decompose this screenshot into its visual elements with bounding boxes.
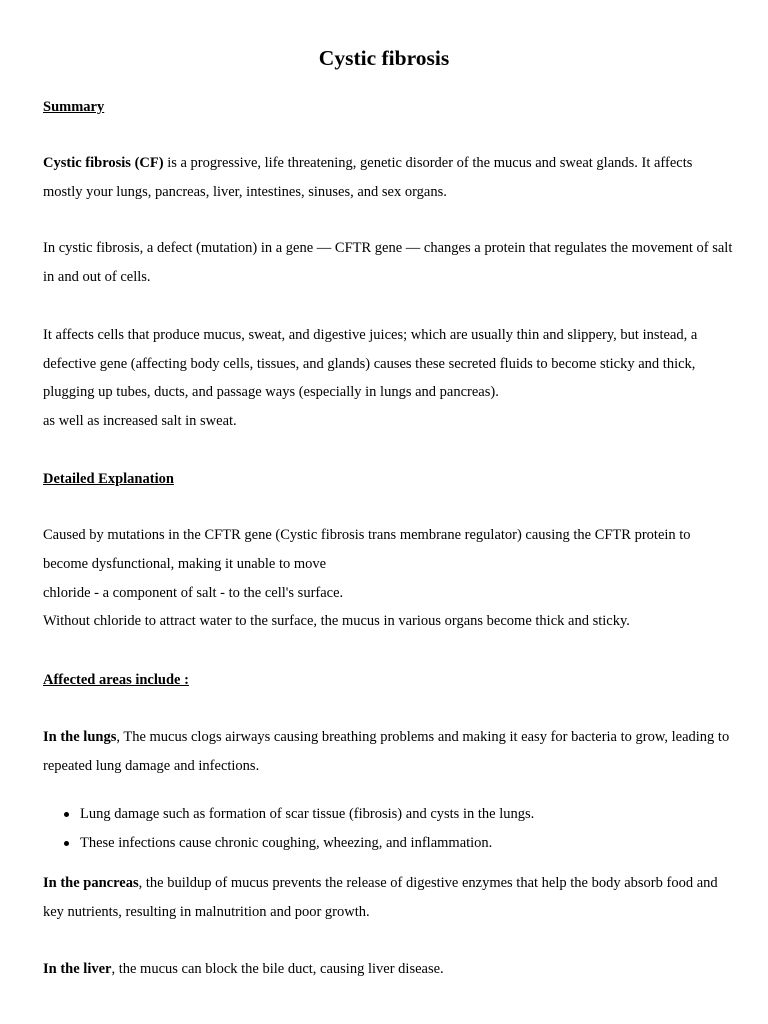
bullet-text: Lung damage such as formation of scar tissue (fibrosis) and cysts in the lungs. xyxy=(80,806,535,822)
summary-paragraph-1-text: is a progressive, life threatening, genetic disorder of the mucus and sweat glands. It affects mostly your lungs, pancreas, liver, intestines, sinuses, and sex organs. xyxy=(43,155,693,200)
pancreas-text: , the buildup of mucus prevents the release of digestive enzymes that help the body absorb food and key nutrients, resulting in malnutrition and poor growth. xyxy=(43,875,718,920)
summary-paragraph-3-extra: as well as increased salt in sweat. xyxy=(43,413,237,429)
lungs-paragraph xyxy=(43,723,733,780)
pancreas-term: In the pancreas xyxy=(43,875,139,891)
summary-paragraph-3: It affects cells that produce mucus, sweat, and digestive juices; which are usually thin and slippery, but instead, a defective gene (affecting body cells, tissues, and glands) causes these secreted fluids to become sticky and thick, plugging up tubes, ducts, and passage ways (especially in lungs and pancreas). xyxy=(43,327,698,401)
list-item xyxy=(43,800,733,829)
document-title: Cystic fibrosis xyxy=(318,46,450,70)
cf-term: Cystic fibrosis (CF) xyxy=(43,155,164,171)
bullet-dot-icon xyxy=(64,812,69,817)
affected-heading: Affected areas include : xyxy=(43,672,189,688)
bullet-dot-icon xyxy=(64,841,69,846)
liver-text: , the mucus can block the bile duct, causing liver disease. xyxy=(111,961,444,977)
detailed-paragraph-1: Caused by mutations in the CFTR gene (Cystic fibrosis trans membrane regulator) causing the CFTR protein to become dysfunctional, making it unable to move xyxy=(43,527,691,572)
liver-paragraph xyxy=(43,955,733,984)
detailed-heading: Detailed Explanation xyxy=(43,471,174,487)
summary-heading: Summary xyxy=(43,99,105,115)
pancreas-paragraph xyxy=(43,869,733,926)
lungs-bullet-list xyxy=(43,800,733,857)
detailed-paragraph-line-2: chloride - a component of salt - to the cell's surface. xyxy=(43,585,344,601)
list-item xyxy=(43,829,733,858)
summary-paragraph-1 xyxy=(43,149,733,206)
lungs-text: , The mucus clogs airways causing breathing problems and making it easy for bacteria to grow, leading to repeated lung damage and infections. xyxy=(43,729,730,774)
detailed-paragraph-line-3: Without chloride to attract water to the surface, the mucus in various organs become thick and sticky. xyxy=(43,613,630,629)
liver-term: In the liver xyxy=(43,961,112,977)
bullet-text: These infections cause chronic coughing, wheezing, and inflammation. xyxy=(80,834,493,851)
summary-paragraph-2: In cystic fibrosis, a defect (mutation) in a gene — CFTR gene — changes a protein that regulates the movement of salt in and out of cells. xyxy=(43,240,733,285)
lungs-term: In the lungs xyxy=(43,729,117,745)
